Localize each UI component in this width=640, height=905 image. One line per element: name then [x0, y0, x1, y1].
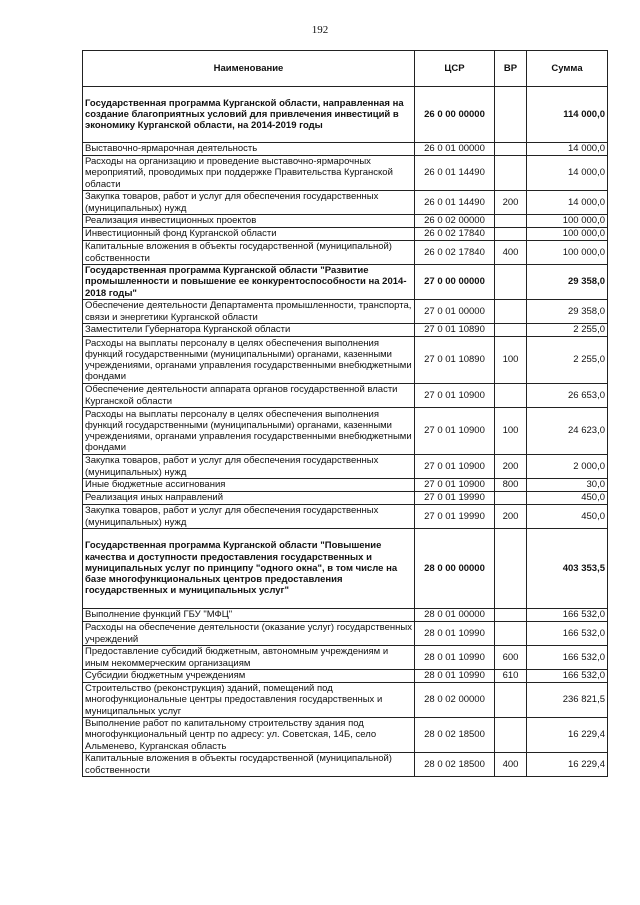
row-sum: 403 353,5	[527, 529, 608, 609]
row-code: 26 0 02 17840	[415, 228, 495, 241]
row-name: Расходы на выплаты персоналу в целях обеспечения выполнения функций государственными (муниципальными) органами, казенными учреждениями, органами управления государственными внебюджетными фондами	[83, 408, 415, 455]
table-row	[83, 156, 608, 191]
table-row	[83, 215, 608, 228]
table-row	[83, 143, 608, 156]
table-row	[83, 384, 608, 408]
row-name: Предоставление субсидий бюджетным, автономным учреждениям и иным некоммерческим организациям	[83, 646, 415, 670]
row-code: 26 0 00 00000	[415, 87, 495, 143]
header-name: Наименование	[83, 51, 415, 87]
row-code: 26 0 01 14490	[415, 191, 495, 215]
table-row	[83, 529, 608, 609]
table-row	[83, 241, 608, 265]
row-code: 27 0 01 00000	[415, 300, 495, 324]
table-row	[83, 265, 608, 300]
table-row	[83, 609, 608, 622]
row-sum: 100 000,0	[527, 215, 608, 228]
row-sum: 100 000,0	[527, 241, 608, 265]
table-row	[83, 683, 608, 718]
row-code: 27 0 00 00000	[415, 265, 495, 300]
row-name: Государственная программа Курганской области, направленная на создание благоприятных условий для привлечения инвестиций в экономику Курганской области, на 2014-2019 годы	[83, 87, 415, 143]
row-sum: 16 229,4	[527, 753, 608, 777]
row-code: 26 0 01 00000	[415, 143, 495, 156]
row-code: 27 0 01 10900	[415, 408, 495, 455]
header-vr: ВР	[495, 51, 527, 87]
row-vr: 200	[495, 455, 527, 479]
row-name: Закупка товаров, работ и услуг для обеспечения государственных (муниципальных) нужд	[83, 191, 415, 215]
row-name: Расходы на выплаты персоналу в целях обеспечения выполнения функций государственными (муниципальными) органами, казенными учреждениями, органами управления государственными внебюджетными фондами	[83, 337, 415, 384]
row-sum: 14 000,0	[527, 156, 608, 191]
row-sum: 450,0	[527, 505, 608, 529]
row-sum: 2 000,0	[527, 455, 608, 479]
row-name: Обеспечение деятельности Департамента промышленности, транспорта, связи и энергетики Курганской области	[83, 300, 415, 324]
row-sum: 29 358,0	[527, 265, 608, 300]
row-vr	[495, 609, 527, 622]
table-row	[83, 505, 608, 529]
table-header-row	[83, 51, 608, 87]
row-code: 27 0 01 10900	[415, 479, 495, 492]
row-vr	[495, 683, 527, 718]
table-row	[83, 492, 608, 505]
row-code: 27 0 01 10900	[415, 455, 495, 479]
table-row	[83, 324, 608, 337]
row-name: Капитальные вложения в объекты государственной (муниципальной) собственности	[83, 241, 415, 265]
row-vr: 610	[495, 670, 527, 683]
row-sum: 166 532,0	[527, 609, 608, 622]
table-row	[83, 408, 608, 455]
row-vr	[495, 215, 527, 228]
row-code: 28 0 02 18500	[415, 753, 495, 777]
table-row	[83, 622, 608, 646]
row-sum: 2 255,0	[527, 337, 608, 384]
row-name: Строительство (реконструкция) зданий, помещений под многофункциональные центры предоставления государственных и муниципальных услуг	[83, 683, 415, 718]
row-sum: 14 000,0	[527, 143, 608, 156]
row-sum: 26 653,0	[527, 384, 608, 408]
row-code: 26 0 02 17840	[415, 241, 495, 265]
table-row	[83, 479, 608, 492]
row-sum: 24 623,0	[527, 408, 608, 455]
row-vr	[495, 384, 527, 408]
page-number: 192	[311, 24, 329, 36]
row-name: Реализация инвестиционных проектов	[83, 215, 415, 228]
row-vr	[495, 228, 527, 241]
row-name: Государственная программа Курганской области "Повышение качества и доступности предоставления государственных и муниципальных услуг по принципу "одного окна", в том числе на базе многофункциональных центров предоставления государственных и муниципальных услуг"	[83, 529, 415, 609]
row-sum: 30,0	[527, 479, 608, 492]
row-code: 28 0 00 00000	[415, 529, 495, 609]
row-code: 26 0 01 14490	[415, 156, 495, 191]
table-row	[83, 300, 608, 324]
row-name: Закупка товаров, работ и услуг для обеспечения государственных (муниципальных) нужд	[83, 505, 415, 529]
row-sum: 2 255,0	[527, 324, 608, 337]
row-vr: 200	[495, 191, 527, 215]
row-sum: 166 532,0	[527, 646, 608, 670]
row-vr: 100	[495, 408, 527, 455]
row-name: Заместители Губернатора Курганской области	[83, 324, 415, 337]
row-code: 28 0 02 00000	[415, 683, 495, 718]
row-sum: 450,0	[527, 492, 608, 505]
row-name: Инвестиционный фонд Курганской области	[83, 228, 415, 241]
table-row	[83, 337, 608, 384]
table-row	[83, 718, 608, 753]
row-code: 28 0 01 10990	[415, 670, 495, 683]
row-name: Государственная программа Курганской области "Развитие промышленности и повышение ее конкурентоспособности на 2014-2018 годы"	[83, 265, 415, 300]
row-code: 27 0 01 10890	[415, 337, 495, 384]
row-name: Выставочно-ярмарочная деятельность	[83, 143, 415, 156]
row-vr	[495, 300, 527, 324]
row-vr	[495, 324, 527, 337]
row-code: 28 0 01 10990	[415, 622, 495, 646]
row-name: Выполнение функций ГБУ "МФЦ"	[83, 609, 415, 622]
row-code: 28 0 01 00000	[415, 609, 495, 622]
budget-table	[82, 50, 608, 777]
table-row	[83, 191, 608, 215]
row-sum: 100 000,0	[527, 228, 608, 241]
row-vr	[495, 718, 527, 753]
row-name: Расходы на организацию и проведение выставочно-ярмарочных мероприятий, проводимых при поддержке Правительства Курганской области	[83, 156, 415, 191]
row-name: Выполнение работ по капитальному строительству здания под многофункциональный центр по адресу: ул. Советская, 14Б, село Альменево, Курганская область	[83, 718, 415, 753]
table-row	[83, 753, 608, 777]
row-sum: 236 821,5	[527, 683, 608, 718]
row-name: Расходы на обеспечение деятельности (оказание услуг) государственных учреждений	[83, 622, 415, 646]
row-vr	[495, 265, 527, 300]
table-body	[83, 87, 608, 777]
row-vr	[495, 492, 527, 505]
row-vr: 400	[495, 753, 527, 777]
row-code: 27 0 01 19990	[415, 505, 495, 529]
header-code: ЦСР	[415, 51, 495, 87]
header-sum: Сумма	[527, 51, 608, 87]
row-vr: 100	[495, 337, 527, 384]
row-vr	[495, 156, 527, 191]
row-sum: 16 229,4	[527, 718, 608, 753]
row-sum: 166 532,0	[527, 622, 608, 646]
row-code: 27 0 01 10900	[415, 384, 495, 408]
row-sum: 14 000,0	[527, 191, 608, 215]
row-vr	[495, 529, 527, 609]
row-vr: 400	[495, 241, 527, 265]
row-code: 28 0 01 10990	[415, 646, 495, 670]
row-vr	[495, 87, 527, 143]
row-sum: 114 000,0	[527, 87, 608, 143]
table-row	[83, 228, 608, 241]
row-sum: 166 532,0	[527, 670, 608, 683]
row-sum: 29 358,0	[527, 300, 608, 324]
row-code: 26 0 02 00000	[415, 215, 495, 228]
row-vr	[495, 143, 527, 156]
row-name: Субсидии бюджетным учреждениям	[83, 670, 415, 683]
row-name: Закупка товаров, работ и услуг для обеспечения государственных (муниципальных) нужд	[83, 455, 415, 479]
row-code: 28 0 02 18500	[415, 718, 495, 753]
row-name: Обеспечение деятельности аппарата органов государственной власти Курганской области	[83, 384, 415, 408]
table-row	[83, 87, 608, 143]
table-row	[83, 670, 608, 683]
row-vr: 600	[495, 646, 527, 670]
table-row	[83, 455, 608, 479]
row-name: Реализация иных направлений	[83, 492, 415, 505]
row-name: Капитальные вложения в объекты государственной (муниципальной) собственности	[83, 753, 415, 777]
row-code: 27 0 01 19990	[415, 492, 495, 505]
row-vr: 800	[495, 479, 527, 492]
row-vr: 200	[495, 505, 527, 529]
row-code: 27 0 01 10890	[415, 324, 495, 337]
row-name: Иные бюджетные ассигнования	[83, 479, 415, 492]
table-row	[83, 646, 608, 670]
row-vr	[495, 622, 527, 646]
